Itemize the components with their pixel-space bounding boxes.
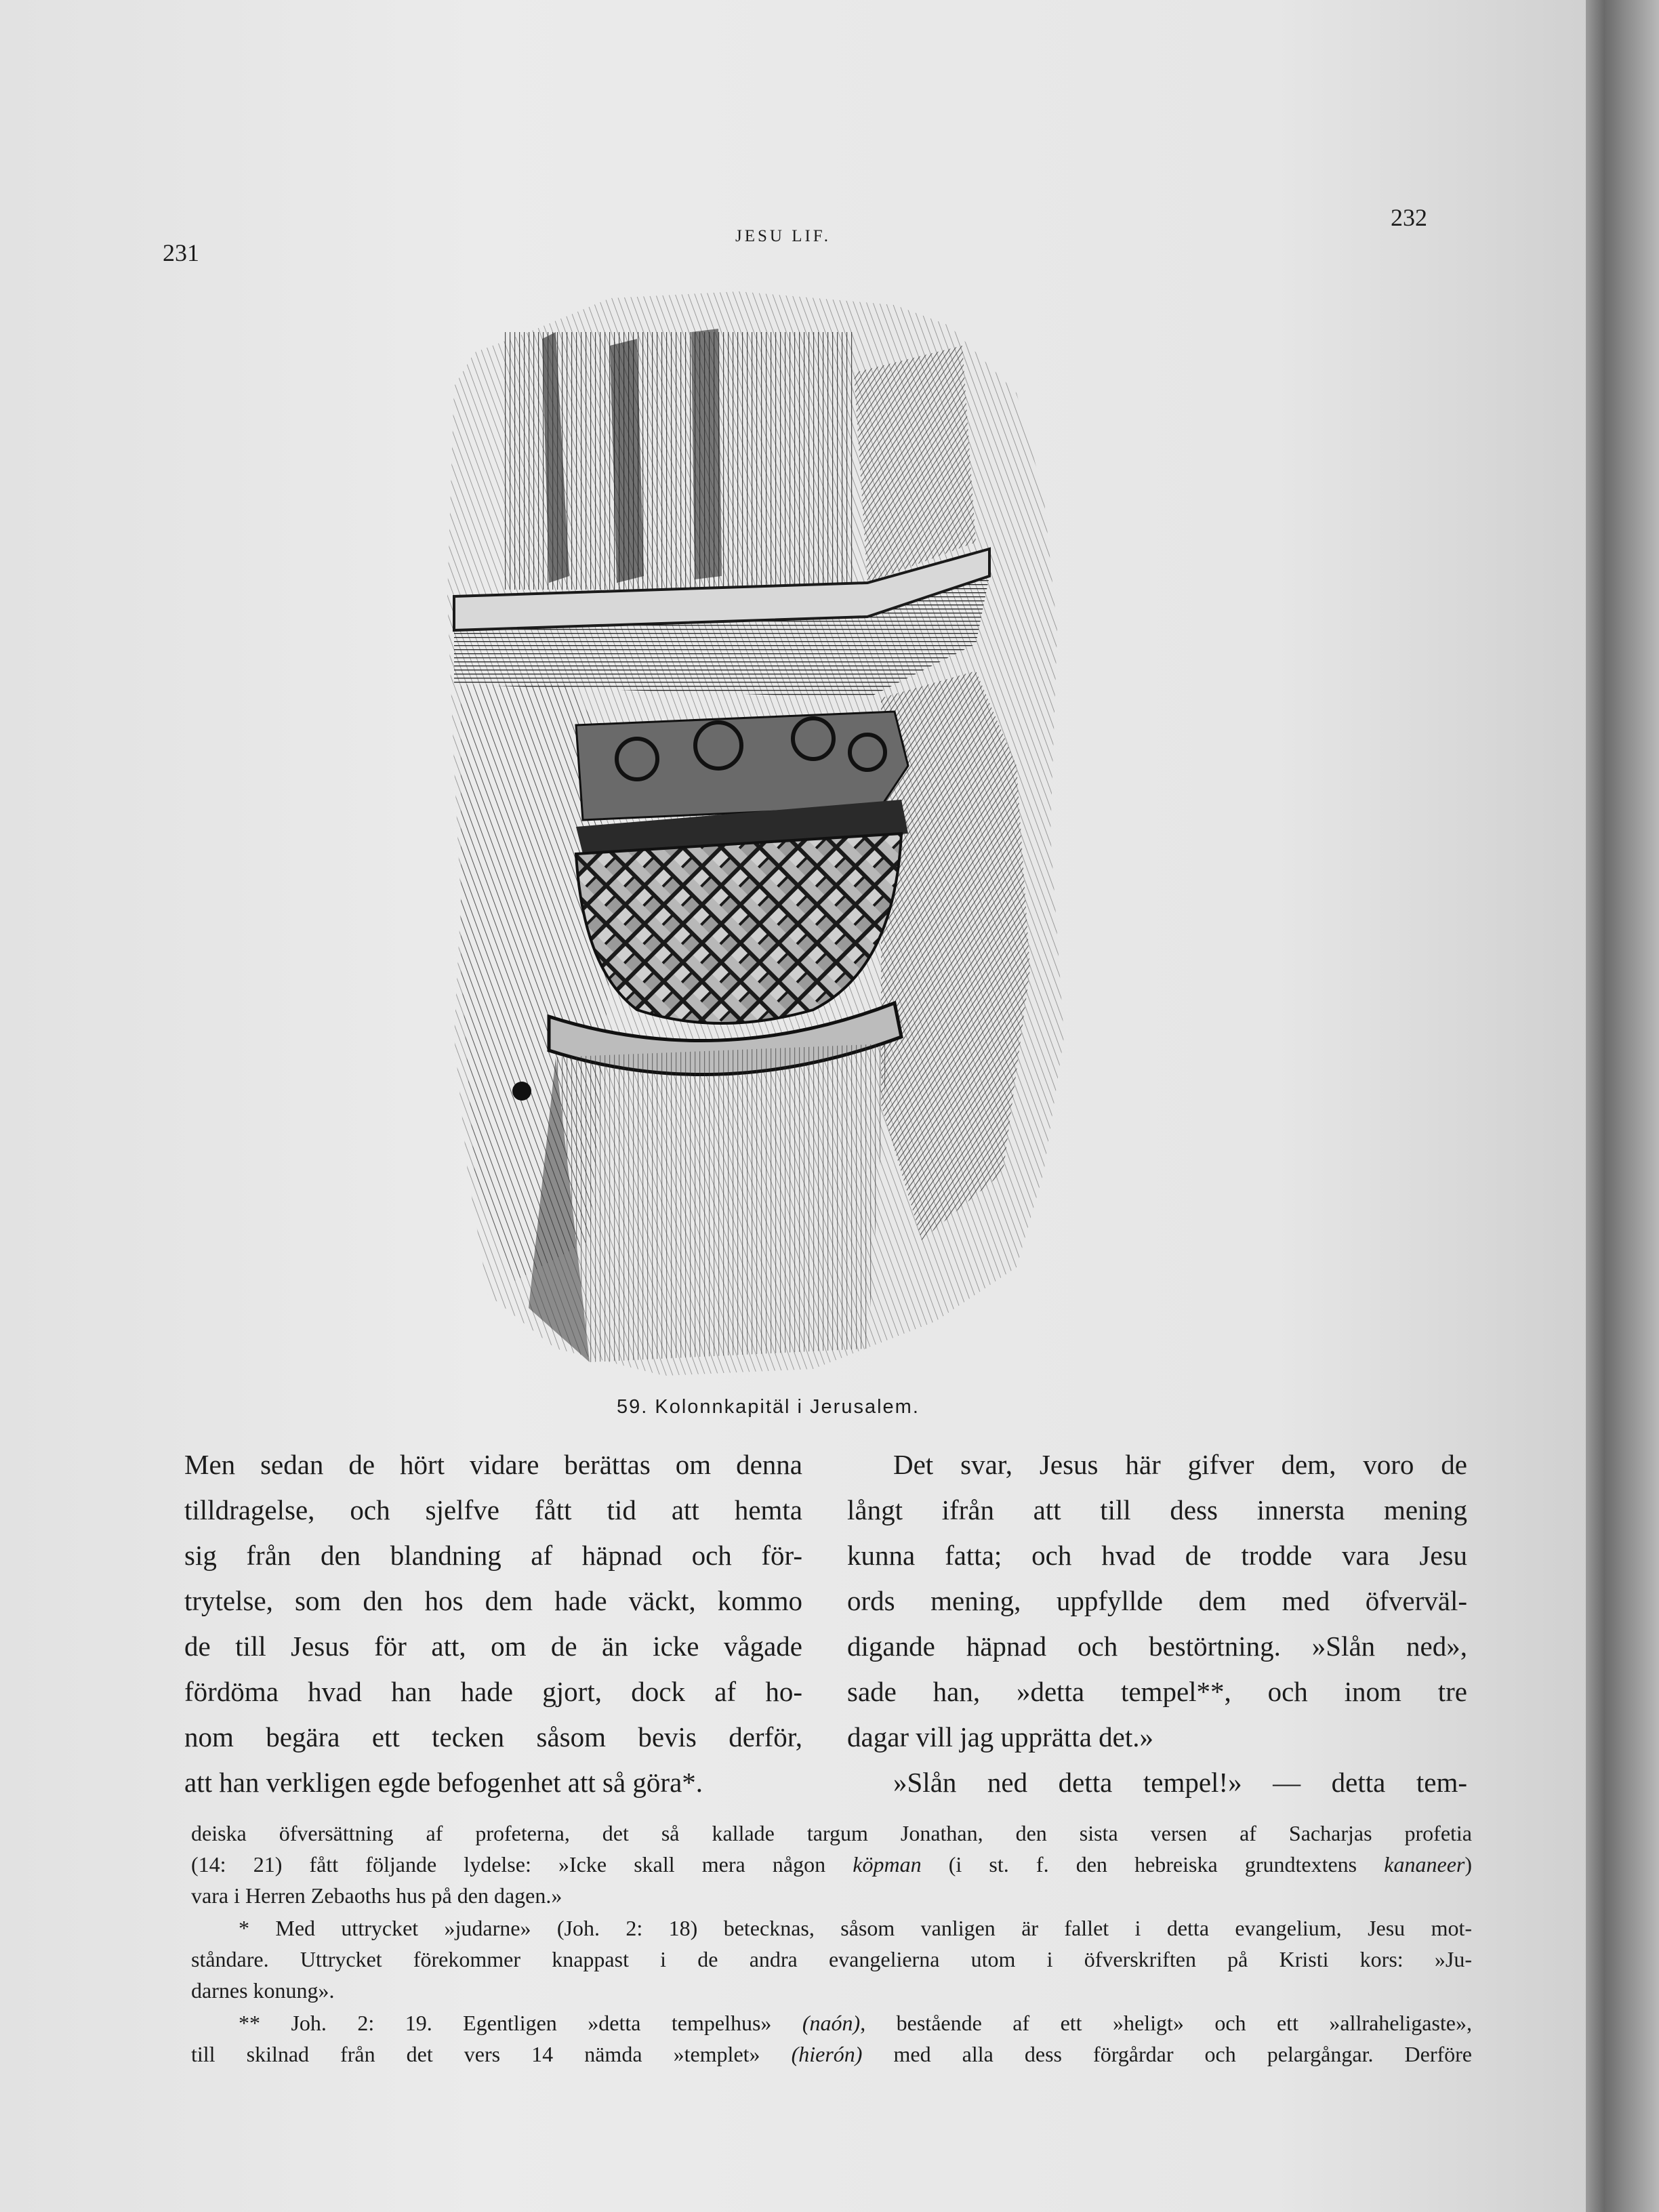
- footnote-continuation: [191, 1818, 1472, 1911]
- text-column-right: [847, 1442, 1467, 1805]
- footnote-line: * Med uttrycket »judarne» (Joh. 2: 18) betecknas, såsom vanligen är fallet i detta evangelium, Jesu mot-: [239, 1916, 1472, 1940]
- text-line: tilldragelse, och sjelfve fått tid att hemta: [184, 1494, 802, 1525]
- text-line: Men sedan de hört vidare berättas om denna: [184, 1449, 802, 1480]
- text-line: dagar vill jag upprätta det.»: [847, 1721, 1153, 1753]
- text-column-left: [184, 1442, 802, 1805]
- footnote-line: ** Joh. 2: 19. Egentligen »detta tempelhus» (naón), bestående af ett »heligt» och ett »allraheligaste»,: [239, 2011, 1473, 2035]
- text-line: nom begära ett tecken såsom bevis derför,: [184, 1721, 802, 1753]
- text-line: Det svar, Jesus här gifver dem, voro de: [893, 1449, 1467, 1480]
- text-line: ords mening, uppfyllde dem med öfverväl-: [847, 1585, 1467, 1616]
- page-number-left: 231: [163, 239, 199, 266]
- footnote-line: till skilnad från det vers 14 nämda »templet» (hierón) med alla dess förgårdar och pelargångar. Derföre: [191, 2042, 1473, 2066]
- footnote-line: (14: 21) fått följande lydelse: »Icke skall mera någon köpman (i st. f. den hebreiska grundtextens kananeer): [191, 1852, 1473, 1877]
- footnote-line: darnes konung».: [191, 1978, 335, 2003]
- engraving-column-capital: [434, 291, 1172, 1389]
- text-line: digande häpnad och bestörtning. »Slån ned»,: [847, 1631, 1467, 1662]
- page-number-right: 232: [1391, 204, 1427, 231]
- page-edge-shadow: [1586, 0, 1659, 2212]
- footnote-line: ståndare. Uttrycket förekommer knappast i de andra evangelierna utom i öfverskriften på Kristi kors: »Ju-: [191, 1947, 1472, 1971]
- engraving-illustration: [434, 291, 1172, 1389]
- figure-caption: 59. Kolonnkapitäl i Jerusalem.: [617, 1396, 920, 1418]
- text-line: de till Jesus för att, om de än icke vågade: [184, 1631, 802, 1662]
- footnote-line: vara i Herren Zebaoths hus på den dagen.»: [191, 1883, 562, 1908]
- footnote-judarne: [191, 1912, 1472, 2006]
- running-title: JESU LIF.: [735, 227, 831, 245]
- footnote-tempel: [191, 2007, 1472, 2070]
- text-line: kunna fatta; och hvad de trodde vara Jesu: [847, 1540, 1467, 1571]
- text-line: »Slån ned detta tempel!» — detta tem-: [893, 1767, 1467, 1798]
- text-line: trytelse, som den hos dem hade väckt, kommo: [184, 1585, 802, 1616]
- text-line: sig från den blandning af häpnad och för-: [184, 1540, 802, 1571]
- text-line: sade han, »detta tempel**, och inom tre: [847, 1676, 1467, 1707]
- text-line: att han verkligen egde befogenhet att så göra*.: [184, 1767, 703, 1798]
- text-line: fördöma hvad han hade gjort, dock af ho-: [184, 1676, 802, 1707]
- text-line: långt ifrån att till dess innersta mening: [847, 1494, 1467, 1525]
- footnote-line: deiska öfversättning af profeterna, det så kallade targum Jonathan, den sista versen af Sacharjas profetia: [191, 1821, 1472, 1845]
